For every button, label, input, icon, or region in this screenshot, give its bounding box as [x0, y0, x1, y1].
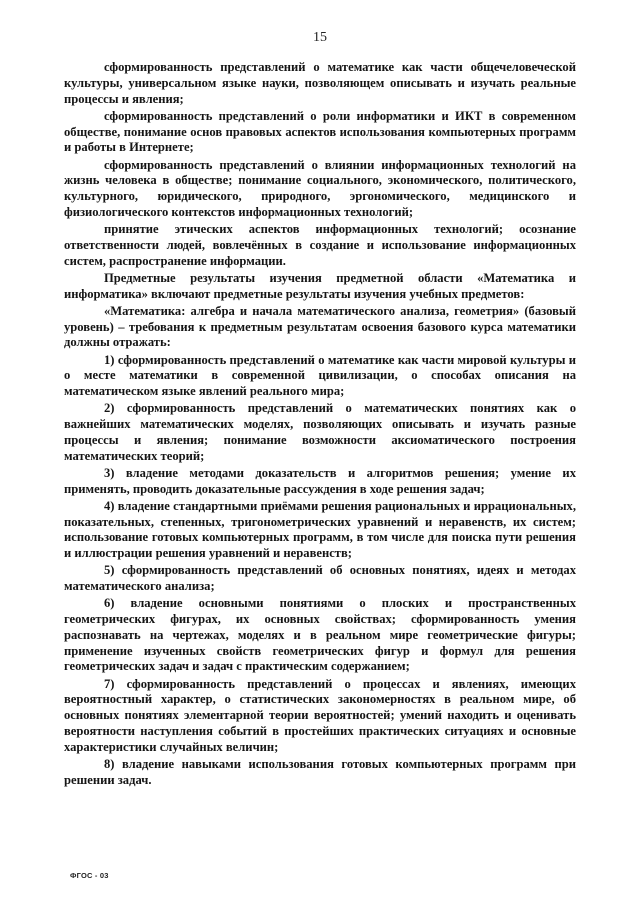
paragraph-math-culture: сформированность представлений о математике как части общечеловеческой культуры, универсальном языке науки, позволяющем описывать и изучать реальные процессы и явления; — [64, 60, 576, 106]
list-item-1: 1) сформированность представлений о математике как части мировой культуры и о месте математики в современной цивилизации, о способах описания на математическом языке явлений реального мира; — [64, 352, 576, 398]
paragraph-it-influence: сформированность представлений о влиянии информационных технологий на жизнь человека в обществе; понимание социального, экономического, политического, культурного, юридического, природного, эргономического, медицинского и физиологического контекстов информационных технологий; — [64, 157, 576, 219]
paragraph-ict-role: сформированность представлений о роли информатики и ИКТ в современном обществе, понимание основ правовых аспектов использования компьютерных программ и работы в Интернете; — [64, 108, 576, 155]
paragraph-math-base-level: «Математика: алгебра и начала математического анализа, геометрия» (базовый уровень) – требования к предметным результатам освоения базового курса математики должны отражать: — [64, 303, 576, 350]
list-item-2: 2) сформированность представлений о математических понятиях как о важнейших математических моделях, позволяющих описывать и изучать разные процессы и явления; понимание возможности аксиоматического построения математических теорий; — [64, 401, 576, 463]
list-item-6: 6) владение основными понятиями о плоских и пространственных геометрических фигурах, их основных свойствах; сформированность умения распознавать на чертежах, моделях и в реальном мире геометрические фигуры; применение изученных свойств геометрических фигур и формул для решения геометрических задач и задач с практическим содержанием; — [64, 596, 576, 674]
list-item-3: 3) владение методами доказательств и алгоритмов решения; умение их применять, проводить доказательные рассуждения в ходе решения задач; — [64, 465, 576, 496]
footer-code: ФГОС - 03 — [70, 871, 109, 880]
page-number: 15 — [313, 30, 327, 45]
list-item-4: 4) владение стандартными приёмами решения рациональных и иррациональных, показательных, степенных, тригонометрических уравнений и неравенств, их систем; использование готовых компьютерных программ, в том числе для поиска пути решения и иллюстрации решения уравнений и неравенств; — [64, 498, 576, 560]
body-text — [64, 60, 576, 790]
list-item-7: 7) сформированность представлений о процессах и явлениях, имеющих вероятностный характер, о статистических закономерностях в реальном мире, об основных понятиях элементарной теории вероятностей; умений находить и оценивать вероятности наступления событий в простейших практических ситуациях и основные характеристики случайных величин; — [64, 676, 576, 754]
list-item-5: 5) сформированность представлений об основных понятиях, идеях и методах математического анализа; — [64, 563, 576, 593]
paragraph-subject-results: Предметные результаты изучения предметной области «Математика и информатика» включают предметные результаты изучения учебных предметов: — [64, 270, 576, 301]
paragraph-ethics: принятие этических аспектов информационных технологий; осознание ответственности людей, вовлечённых в создание и использование информационных систем, распространение информации. — [64, 222, 576, 268]
list-item-8: 8) владение навыками использования готовых компьютерных программ при решении задач. — [64, 756, 576, 787]
